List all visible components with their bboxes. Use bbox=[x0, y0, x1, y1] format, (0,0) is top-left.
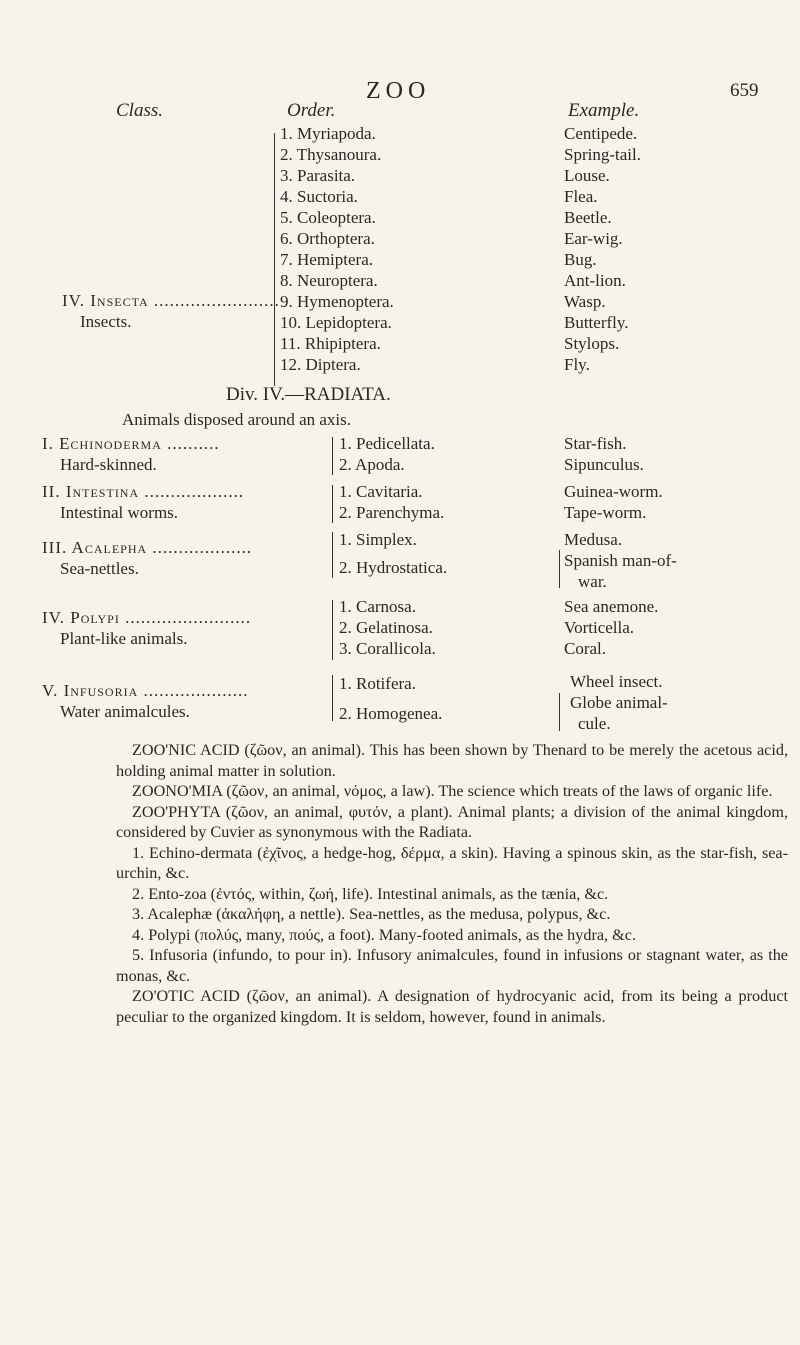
order-item: 10. Lepidoptera. bbox=[280, 313, 392, 332]
class-acalepha: III. Acalepha ................... bbox=[42, 538, 253, 557]
example-item: Tape-worm. bbox=[564, 503, 647, 522]
order-list-polypi bbox=[339, 596, 436, 659]
example-item: Fly. bbox=[564, 355, 590, 374]
order-item: 1. Rotifera. bbox=[339, 674, 416, 693]
example-item: Wasp. bbox=[564, 292, 606, 311]
order-item: 1. Pedicellata. bbox=[339, 434, 435, 453]
example-list-acalepha bbox=[564, 529, 677, 592]
order-item: 3. Parasita. bbox=[280, 166, 356, 185]
class-echinoderma-common: Hard-skinned. bbox=[60, 455, 157, 474]
example-item: Ear-wig. bbox=[564, 229, 623, 248]
order-item: 4. Suctoria. bbox=[280, 187, 358, 206]
class-echinoderma: I. Echinoderma .......... bbox=[42, 434, 220, 453]
brace-infusoria bbox=[332, 675, 333, 721]
example-item: Centipede. bbox=[564, 124, 638, 143]
example-item: Globe animal- bbox=[570, 693, 668, 712]
class-polypi-common: Plant-like animals. bbox=[60, 629, 188, 648]
class-intestina-common: Intestinal worms. bbox=[60, 503, 179, 522]
entry-infusoria: 5. Infusoria (infundo, to pour in). Infusory animalcules, found in infusions or stagnant water, as the monas, &c. bbox=[116, 946, 788, 985]
column-heading-class: Class. bbox=[116, 100, 163, 121]
example-item: war. bbox=[578, 572, 607, 591]
example-item: Sea anemone. bbox=[564, 597, 659, 616]
example-list-polypi bbox=[564, 596, 658, 659]
entry-zoophyta: ZOO'PHYTA (ζῶον, an animal, φυτόν, a plant). Animal plants; a division of the animal kingdom, considered by Cuvier as synonymous with the Radiata. bbox=[116, 802, 788, 841]
dictionary-entries bbox=[116, 740, 788, 1027]
order-item: 1. Myriapoda. bbox=[280, 124, 376, 143]
example-item: Flea. bbox=[564, 187, 598, 206]
example-item: Vorticella. bbox=[564, 618, 635, 637]
order-item: 2. Hydrostatica. bbox=[339, 558, 448, 577]
example-item: Butterfly. bbox=[564, 313, 629, 332]
order-item: 2. Homogenea. bbox=[339, 704, 443, 723]
entry-polypi: 4. Polypi (πολύς, many, πούς, a foot). Many-footed animals, as the hydra, &c. bbox=[132, 925, 636, 944]
class-insecta: IV. Insecta ........................ bbox=[62, 291, 280, 310]
example-item: Stylops. bbox=[564, 334, 620, 353]
example-item: Guinea-worm. bbox=[564, 482, 663, 501]
example-item: Wheel insect. bbox=[570, 672, 663, 691]
order-item: 6. Orthoptera. bbox=[280, 229, 375, 248]
example-item: Star-fish. bbox=[564, 434, 627, 453]
example-list-insecta bbox=[564, 123, 641, 375]
class-infusoria-common: Water animalcules. bbox=[60, 702, 190, 721]
order-list-infusoria bbox=[339, 669, 442, 729]
order-item: 2. Parenchyma. bbox=[339, 503, 445, 522]
example-list-echinoderma bbox=[564, 433, 644, 475]
example-item: Beetle. bbox=[564, 208, 612, 227]
entry-echinodermata: 1. Echino-dermata (ἐχῖνος, a hedge-hog, δέρμα, a skin). Having a spinous skin, as the star-fish, sea-urchin, &c. bbox=[116, 843, 788, 882]
brace-example-acalepha bbox=[559, 550, 560, 588]
order-list-intestina bbox=[339, 481, 444, 523]
brace-intestina bbox=[332, 485, 333, 523]
example-item: Louse. bbox=[564, 166, 610, 185]
example-item: Bug. bbox=[564, 250, 597, 269]
brace-polypi bbox=[332, 600, 333, 660]
brace-example-infusoria bbox=[559, 693, 560, 731]
example-item: Ant-lion. bbox=[564, 271, 626, 290]
class-acalepha-common: Sea-nettles. bbox=[60, 559, 139, 578]
brace-echinoderma bbox=[332, 437, 333, 475]
example-list-intestina bbox=[564, 481, 663, 523]
order-item: 5. Coleoptera. bbox=[280, 208, 376, 227]
order-item: 1. Carnosa. bbox=[339, 597, 416, 616]
column-heading-order: Order. bbox=[287, 100, 336, 121]
class-intestina: II. Intestina ................... bbox=[42, 482, 245, 501]
order-list-acalepha bbox=[339, 526, 447, 582]
example-item: Coral. bbox=[564, 639, 607, 658]
order-item: 12. Diptera. bbox=[280, 355, 361, 374]
order-item: 8. Neuroptera. bbox=[280, 271, 378, 290]
class-infusoria: V. Infusoria .................... bbox=[42, 681, 249, 700]
entry-zoonomia: ZOONO'MIA (ζῶον, an animal, νόμος, a law). The science which treats of the laws of organic life. bbox=[132, 782, 773, 800]
example-item: Sipunculus. bbox=[564, 455, 644, 474]
order-item: 2. Thysanoura. bbox=[280, 145, 382, 164]
entry-acalephae: 3. Acalephæ (ἀκαλήφη, a nettle). Sea-nettles, as the medusa, polypus, &c. bbox=[132, 905, 611, 923]
example-item: cule. bbox=[578, 714, 611, 733]
order-item: 11. Rhipiptera. bbox=[280, 334, 381, 353]
class-polypi: IV. Polypi ........................ bbox=[42, 608, 252, 627]
column-heading-example: Example. bbox=[568, 100, 640, 121]
entry-entozoa: 2. Ento-zoa (ἐντός, within, ζωή, life). Intestinal animals, as the tænia, &c. bbox=[132, 884, 609, 903]
example-item: Spanish man-of- bbox=[564, 551, 677, 570]
order-item: 2. Gelatinosa. bbox=[339, 618, 433, 637]
entry-zoonic-acid: ZOO'NIC ACID (ζῶον, an animal). This has been shown by Thenard to be merely the acetous acid, holding animal matter in solution. bbox=[116, 741, 788, 780]
example-list-infusoria bbox=[570, 671, 668, 734]
brace-acalepha bbox=[332, 532, 333, 578]
order-item: 3. Corallicola. bbox=[339, 639, 436, 658]
class-insecta-common: Insects. bbox=[80, 312, 132, 331]
order-item: 7. Hemiptera. bbox=[280, 250, 373, 269]
page-number: 659 bbox=[730, 80, 759, 101]
entry-zootic-acid: ZO'OTIC ACID (ζῶον, an animal). A designation of hydrocyanic acid, from its being a product peculiar to the organized kingdom. It is seldom, however, found in animals. bbox=[116, 987, 788, 1026]
division-subtitle: Animals disposed around an axis. bbox=[122, 410, 351, 429]
example-item: Spring-tail. bbox=[564, 145, 641, 164]
running-header: ZOO bbox=[366, 78, 431, 104]
order-item: 9. Hymenoptera. bbox=[280, 292, 394, 311]
order-list-insecta bbox=[280, 123, 394, 375]
division-title: Div. IV.—RADIATA. bbox=[226, 384, 391, 405]
brace-insecta bbox=[274, 133, 275, 386]
order-item: 2. Apoda. bbox=[339, 455, 405, 474]
order-item: 1. Simplex. bbox=[339, 530, 417, 549]
order-item: 1. Cavitaria. bbox=[339, 482, 423, 501]
order-list-echinoderma bbox=[339, 433, 435, 475]
example-item: Medusa. bbox=[564, 530, 623, 549]
